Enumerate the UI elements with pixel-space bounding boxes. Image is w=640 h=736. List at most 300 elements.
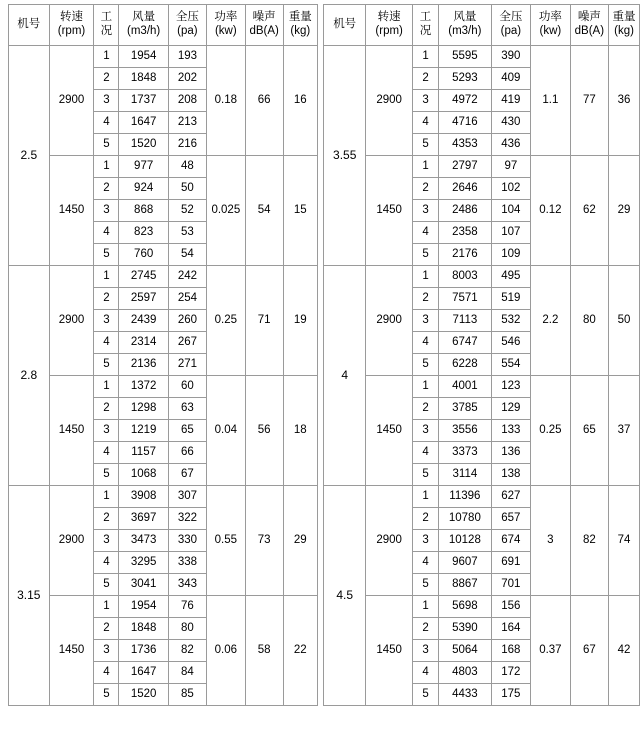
cell-pressure: 322 [168,508,206,530]
cell-flow: 1219 [119,420,168,442]
cell-flow: 2597 [119,288,168,310]
cell-pressure: 50 [168,178,206,200]
header-line1: 工 [419,11,432,24]
table-header-right [324,5,640,46]
cell-condition: 5 [94,244,119,266]
cell-noise: 67 [570,596,608,706]
cell-pressure: 338 [168,552,206,574]
cell-pressure: 52 [168,200,206,222]
cell-condition: 4 [94,662,119,684]
header-line1: 机号 [333,18,357,31]
cell-flow: 1954 [119,596,168,618]
cell-pressure: 254 [168,288,206,310]
cell-pressure: 674 [491,530,531,552]
cell-condition: 1 [412,596,438,618]
cell-pressure: 436 [491,134,531,156]
cell-rpm: 2900 [49,46,94,156]
table-row [324,376,640,398]
cell-weight: 18 [283,376,317,486]
cell-condition: 2 [412,178,438,200]
cell-pressure: 133 [491,420,531,442]
cell-pressure: 307 [168,486,206,508]
cell-flow: 8003 [439,266,491,288]
cell-condition: 3 [412,640,438,662]
cell-flow: 1647 [119,112,168,134]
header-cell-weight [609,5,640,46]
cell-pressure: 67 [168,464,206,486]
cell-condition: 5 [94,464,119,486]
header-line2: (kg) [290,25,311,37]
cell-flow: 868 [119,200,168,222]
cell-pressure: 213 [168,112,206,134]
cell-flow: 4001 [439,376,491,398]
cell-rpm: 1450 [366,596,413,706]
cell-pressure: 172 [491,662,531,684]
cell-power: 0.25 [206,266,245,376]
cell-condition: 2 [412,398,438,420]
cell-condition: 3 [94,420,119,442]
cell-flow: 3295 [119,552,168,574]
cell-flow: 5293 [439,68,491,90]
header-cell-model [9,5,50,46]
cell-pressure: 216 [168,134,206,156]
cell-flow: 4353 [439,134,491,156]
cell-condition: 5 [412,354,438,376]
header-line2: (kw) [539,25,562,37]
header-line2: 况 [100,25,113,37]
cell-condition: 5 [94,134,119,156]
cell-pressure: 657 [491,508,531,530]
table-body-left [9,46,318,706]
cell-flow: 1737 [119,90,168,112]
cell-condition: 3 [94,530,119,552]
header-line1: 工 [100,11,113,24]
cell-weight: 29 [283,486,317,596]
table-body-right [324,46,640,706]
header-line1: 风量 [132,11,156,24]
header-line2: (pa) [500,25,522,37]
header-cell-power [531,5,571,46]
cell-rpm: 2900 [49,486,94,596]
cell-weight: 22 [283,596,317,706]
cell-flow: 4433 [439,684,491,706]
cell-pressure: 54 [168,244,206,266]
cell-condition: 3 [94,200,119,222]
cell-flow: 1298 [119,398,168,420]
cell-flow: 2358 [439,222,491,244]
cell-flow: 1157 [119,442,168,464]
cell-pressure: 76 [168,596,206,618]
cell-pressure: 109 [491,244,531,266]
cell-model: 4.5 [324,486,366,706]
cell-condition: 2 [412,618,438,640]
cell-noise: 56 [245,376,283,486]
cell-flow: 1372 [119,376,168,398]
cell-rpm: 1450 [49,596,94,706]
cell-pressure: 97 [491,156,531,178]
header-cell-noise [570,5,608,46]
table-row [9,376,318,398]
cell-flow: 5064 [439,640,491,662]
cell-noise: 66 [245,46,283,156]
cell-flow: 9607 [439,552,491,574]
header-line2: (rpm) [375,25,403,37]
cell-pressure: 260 [168,310,206,332]
cell-pressure: 63 [168,398,206,420]
cell-condition: 3 [412,530,438,552]
cell-weight: 36 [609,46,640,156]
cell-noise: 80 [570,266,608,376]
cell-power: 0.06 [206,596,245,706]
cell-power: 0.55 [206,486,245,596]
cell-condition: 3 [412,310,438,332]
cell-condition: 5 [94,574,119,596]
cell-flow: 1848 [119,618,168,640]
fan-spec-table-left [8,4,318,706]
cell-pressure: 48 [168,156,206,178]
cell-power: 0.04 [206,376,245,486]
cell-noise: 77 [570,46,608,156]
cell-pressure: 554 [491,354,531,376]
cell-condition: 5 [412,684,438,706]
header-cell-model [324,5,366,46]
cell-flow: 3785 [439,398,491,420]
cell-flow: 4716 [439,112,491,134]
cell-condition: 5 [412,244,438,266]
cell-weight: 19 [283,266,317,376]
header-line2: (kw) [214,25,237,37]
cell-flow: 924 [119,178,168,200]
cell-condition: 2 [94,288,119,310]
cell-condition: 1 [94,266,119,288]
cell-condition: 2 [412,508,438,530]
cell-condition: 1 [94,596,119,618]
cell-condition: 3 [412,200,438,222]
cell-flow: 3697 [119,508,168,530]
cell-flow: 3041 [119,574,168,596]
cell-pressure: 193 [168,46,206,68]
table-row [9,156,318,178]
cell-pressure: 267 [168,332,206,354]
cell-pressure: 60 [168,376,206,398]
cell-model: 4 [324,266,366,486]
cell-rpm: 1450 [49,376,94,486]
cell-condition: 3 [94,90,119,112]
cell-pressure: 175 [491,684,531,706]
cell-condition: 3 [94,640,119,662]
header-cell-flow [119,5,168,46]
fan-spec-table-right [323,4,640,706]
cell-power: 3 [531,486,571,596]
header-line1: 重量 [288,11,312,24]
cell-pressure: 80 [168,618,206,640]
header-line1: 噪声 [252,11,276,24]
cell-rpm: 2900 [366,266,413,376]
header-line2: (m3/h) [448,25,482,37]
cell-noise: 71 [245,266,283,376]
cell-flow: 3556 [439,420,491,442]
cell-condition: 4 [412,442,438,464]
cell-pressure: 102 [491,178,531,200]
cell-pressure: 82 [168,640,206,662]
header-cell-rpm [49,5,94,46]
cell-pressure: 495 [491,266,531,288]
header-cell-pressure [168,5,206,46]
cell-condition: 4 [94,442,119,464]
cell-weight: 16 [283,46,317,156]
cell-power: 0.25 [531,376,571,486]
cell-weight: 15 [283,156,317,266]
cell-pressure: 409 [491,68,531,90]
cell-flow: 11396 [439,486,491,508]
header-line2: (m3/h) [127,25,161,37]
header-line1: 风量 [453,11,477,24]
cell-flow: 3373 [439,442,491,464]
header-line2: 况 [419,25,432,37]
cell-flow: 1647 [119,662,168,684]
cell-pressure: 627 [491,486,531,508]
table-row [324,46,640,68]
cell-flow: 8867 [439,574,491,596]
cell-weight: 50 [609,266,640,376]
cell-rpm: 1450 [366,376,413,486]
cell-condition: 1 [412,486,438,508]
cell-pressure: 343 [168,574,206,596]
cell-pressure: 53 [168,222,206,244]
cell-flow: 2314 [119,332,168,354]
table-row [324,266,640,288]
cell-flow: 6747 [439,332,491,354]
cell-pressure: 330 [168,530,206,552]
cell-power: 0.37 [531,596,571,706]
cell-rpm: 2900 [366,486,413,596]
cell-condition: 3 [412,420,438,442]
cell-flow: 3114 [439,464,491,486]
cell-flow: 3473 [119,530,168,552]
cell-condition: 4 [94,112,119,134]
cell-weight: 29 [609,156,640,266]
table-row [9,486,318,508]
cell-model: 3.15 [9,486,50,706]
header-line2: (pa) [177,25,198,37]
cell-pressure: 208 [168,90,206,112]
cell-flow: 2439 [119,310,168,332]
header-cell-condition [412,5,438,46]
table-header-left [9,5,318,46]
cell-pressure: 390 [491,46,531,68]
cell-condition: 5 [412,574,438,596]
cell-flow: 1520 [119,684,168,706]
header-cell-weight [283,5,317,46]
cell-power: 0.18 [206,46,245,156]
cell-pressure: 691 [491,552,531,574]
cell-flow: 10128 [439,530,491,552]
cell-flow: 4972 [439,90,491,112]
cell-flow: 1954 [119,46,168,68]
table-row [324,596,640,618]
cell-noise: 82 [570,486,608,596]
cell-condition: 5 [94,684,119,706]
header-line1: 功率 [214,11,238,24]
cell-condition: 2 [94,508,119,530]
header-line2: dB(A) [249,25,279,37]
cell-condition: 5 [94,354,119,376]
cell-rpm: 1450 [49,156,94,266]
cell-flow: 2646 [439,178,491,200]
cell-pressure: 156 [491,596,531,618]
cell-pressure: 104 [491,200,531,222]
cell-power: 0.12 [531,156,571,266]
header-line1: 重量 [612,11,636,24]
cell-condition: 1 [412,376,438,398]
cell-pressure: 168 [491,640,531,662]
header-line1: 全压 [499,11,523,24]
cell-pressure: 85 [168,684,206,706]
cell-noise: 62 [570,156,608,266]
header-line1: 转速 [377,11,401,24]
left-table-wrapper [0,0,318,706]
header-line1: 噪声 [577,11,601,24]
cell-condition: 1 [412,266,438,288]
cell-condition: 1 [412,46,438,68]
cell-condition: 2 [94,68,119,90]
cell-model: 2.8 [9,266,50,486]
cell-rpm: 2900 [366,46,413,156]
cell-pressure: 65 [168,420,206,442]
cell-pressure: 419 [491,90,531,112]
cell-noise: 54 [245,156,283,266]
table-row [9,596,318,618]
header-cell-power [206,5,245,46]
cell-condition: 4 [412,662,438,684]
header-line1: 机号 [17,18,41,31]
cell-condition: 4 [94,332,119,354]
cell-condition: 5 [412,464,438,486]
cell-pressure: 84 [168,662,206,684]
cell-flow: 2486 [439,200,491,222]
cell-flow: 3908 [119,486,168,508]
cell-flow: 2136 [119,354,168,376]
cell-noise: 58 [245,596,283,706]
cell-condition: 3 [412,90,438,112]
cell-condition: 2 [94,398,119,420]
table-row [9,266,318,288]
cell-flow: 2176 [439,244,491,266]
cell-condition: 2 [94,178,119,200]
cell-weight: 37 [609,376,640,486]
table-row [324,156,640,178]
cell-flow: 4803 [439,662,491,684]
cell-weight: 42 [609,596,640,706]
cell-pressure: 164 [491,618,531,640]
header-line1: 功率 [538,11,562,24]
header-row [324,5,640,46]
cell-flow: 760 [119,244,168,266]
cell-flow: 7113 [439,310,491,332]
header-line2: (rpm) [57,25,86,37]
cell-weight: 74 [609,486,640,596]
cell-flow: 977 [119,156,168,178]
header-line2: dB(A) [574,25,605,37]
cell-flow: 1848 [119,68,168,90]
cell-pressure: 271 [168,354,206,376]
cell-power: 2.2 [531,266,571,376]
cell-condition: 1 [94,156,119,178]
cell-condition: 2 [412,68,438,90]
cell-pressure: 138 [491,464,531,486]
cell-rpm: 2900 [49,266,94,376]
table-row [9,46,318,68]
cell-rpm: 1450 [366,156,413,266]
header-line1: 全压 [175,11,199,24]
cell-pressure: 107 [491,222,531,244]
cell-condition: 1 [94,46,119,68]
cell-pressure: 430 [491,112,531,134]
cell-flow: 1736 [119,640,168,662]
cell-pressure: 242 [168,266,206,288]
cell-pressure: 66 [168,442,206,464]
header-cell-rpm [366,5,413,46]
cell-noise: 73 [245,486,283,596]
cell-condition: 4 [412,222,438,244]
header-cell-flow [439,5,491,46]
cell-condition: 5 [412,134,438,156]
cell-power: 1.1 [531,46,571,156]
cell-flow: 823 [119,222,168,244]
cell-flow: 1068 [119,464,168,486]
cell-model: 3.55 [324,46,366,266]
cell-power: 0.025 [206,156,245,266]
cell-condition: 4 [94,222,119,244]
cell-condition: 1 [94,486,119,508]
cell-condition: 4 [94,552,119,574]
cell-flow: 5390 [439,618,491,640]
cell-flow: 2745 [119,266,168,288]
cell-flow: 5698 [439,596,491,618]
cell-flow: 5595 [439,46,491,68]
cell-pressure: 701 [491,574,531,596]
cell-condition: 3 [94,310,119,332]
cell-pressure: 129 [491,398,531,420]
cell-condition: 1 [412,156,438,178]
header-line1: 转速 [60,11,83,24]
table-row [324,486,640,508]
cell-flow: 7571 [439,288,491,310]
cell-condition: 4 [412,332,438,354]
header-row [9,5,318,46]
cell-pressure: 123 [491,376,531,398]
right-table-wrapper [318,0,640,706]
cell-pressure: 532 [491,310,531,332]
cell-flow: 10780 [439,508,491,530]
header-cell-pressure [491,5,531,46]
cell-model: 2.5 [9,46,50,266]
cell-pressure: 136 [491,442,531,464]
cell-condition: 4 [412,552,438,574]
header-cell-noise [245,5,283,46]
cell-pressure: 202 [168,68,206,90]
cell-flow: 2797 [439,156,491,178]
cell-noise: 65 [570,376,608,486]
cell-flow: 6228 [439,354,491,376]
header-cell-condition [94,5,119,46]
cell-pressure: 519 [491,288,531,310]
cell-condition: 4 [412,112,438,134]
header-line2: (kg) [614,25,634,37]
cell-flow: 1520 [119,134,168,156]
cell-pressure: 546 [491,332,531,354]
cell-condition: 1 [94,376,119,398]
